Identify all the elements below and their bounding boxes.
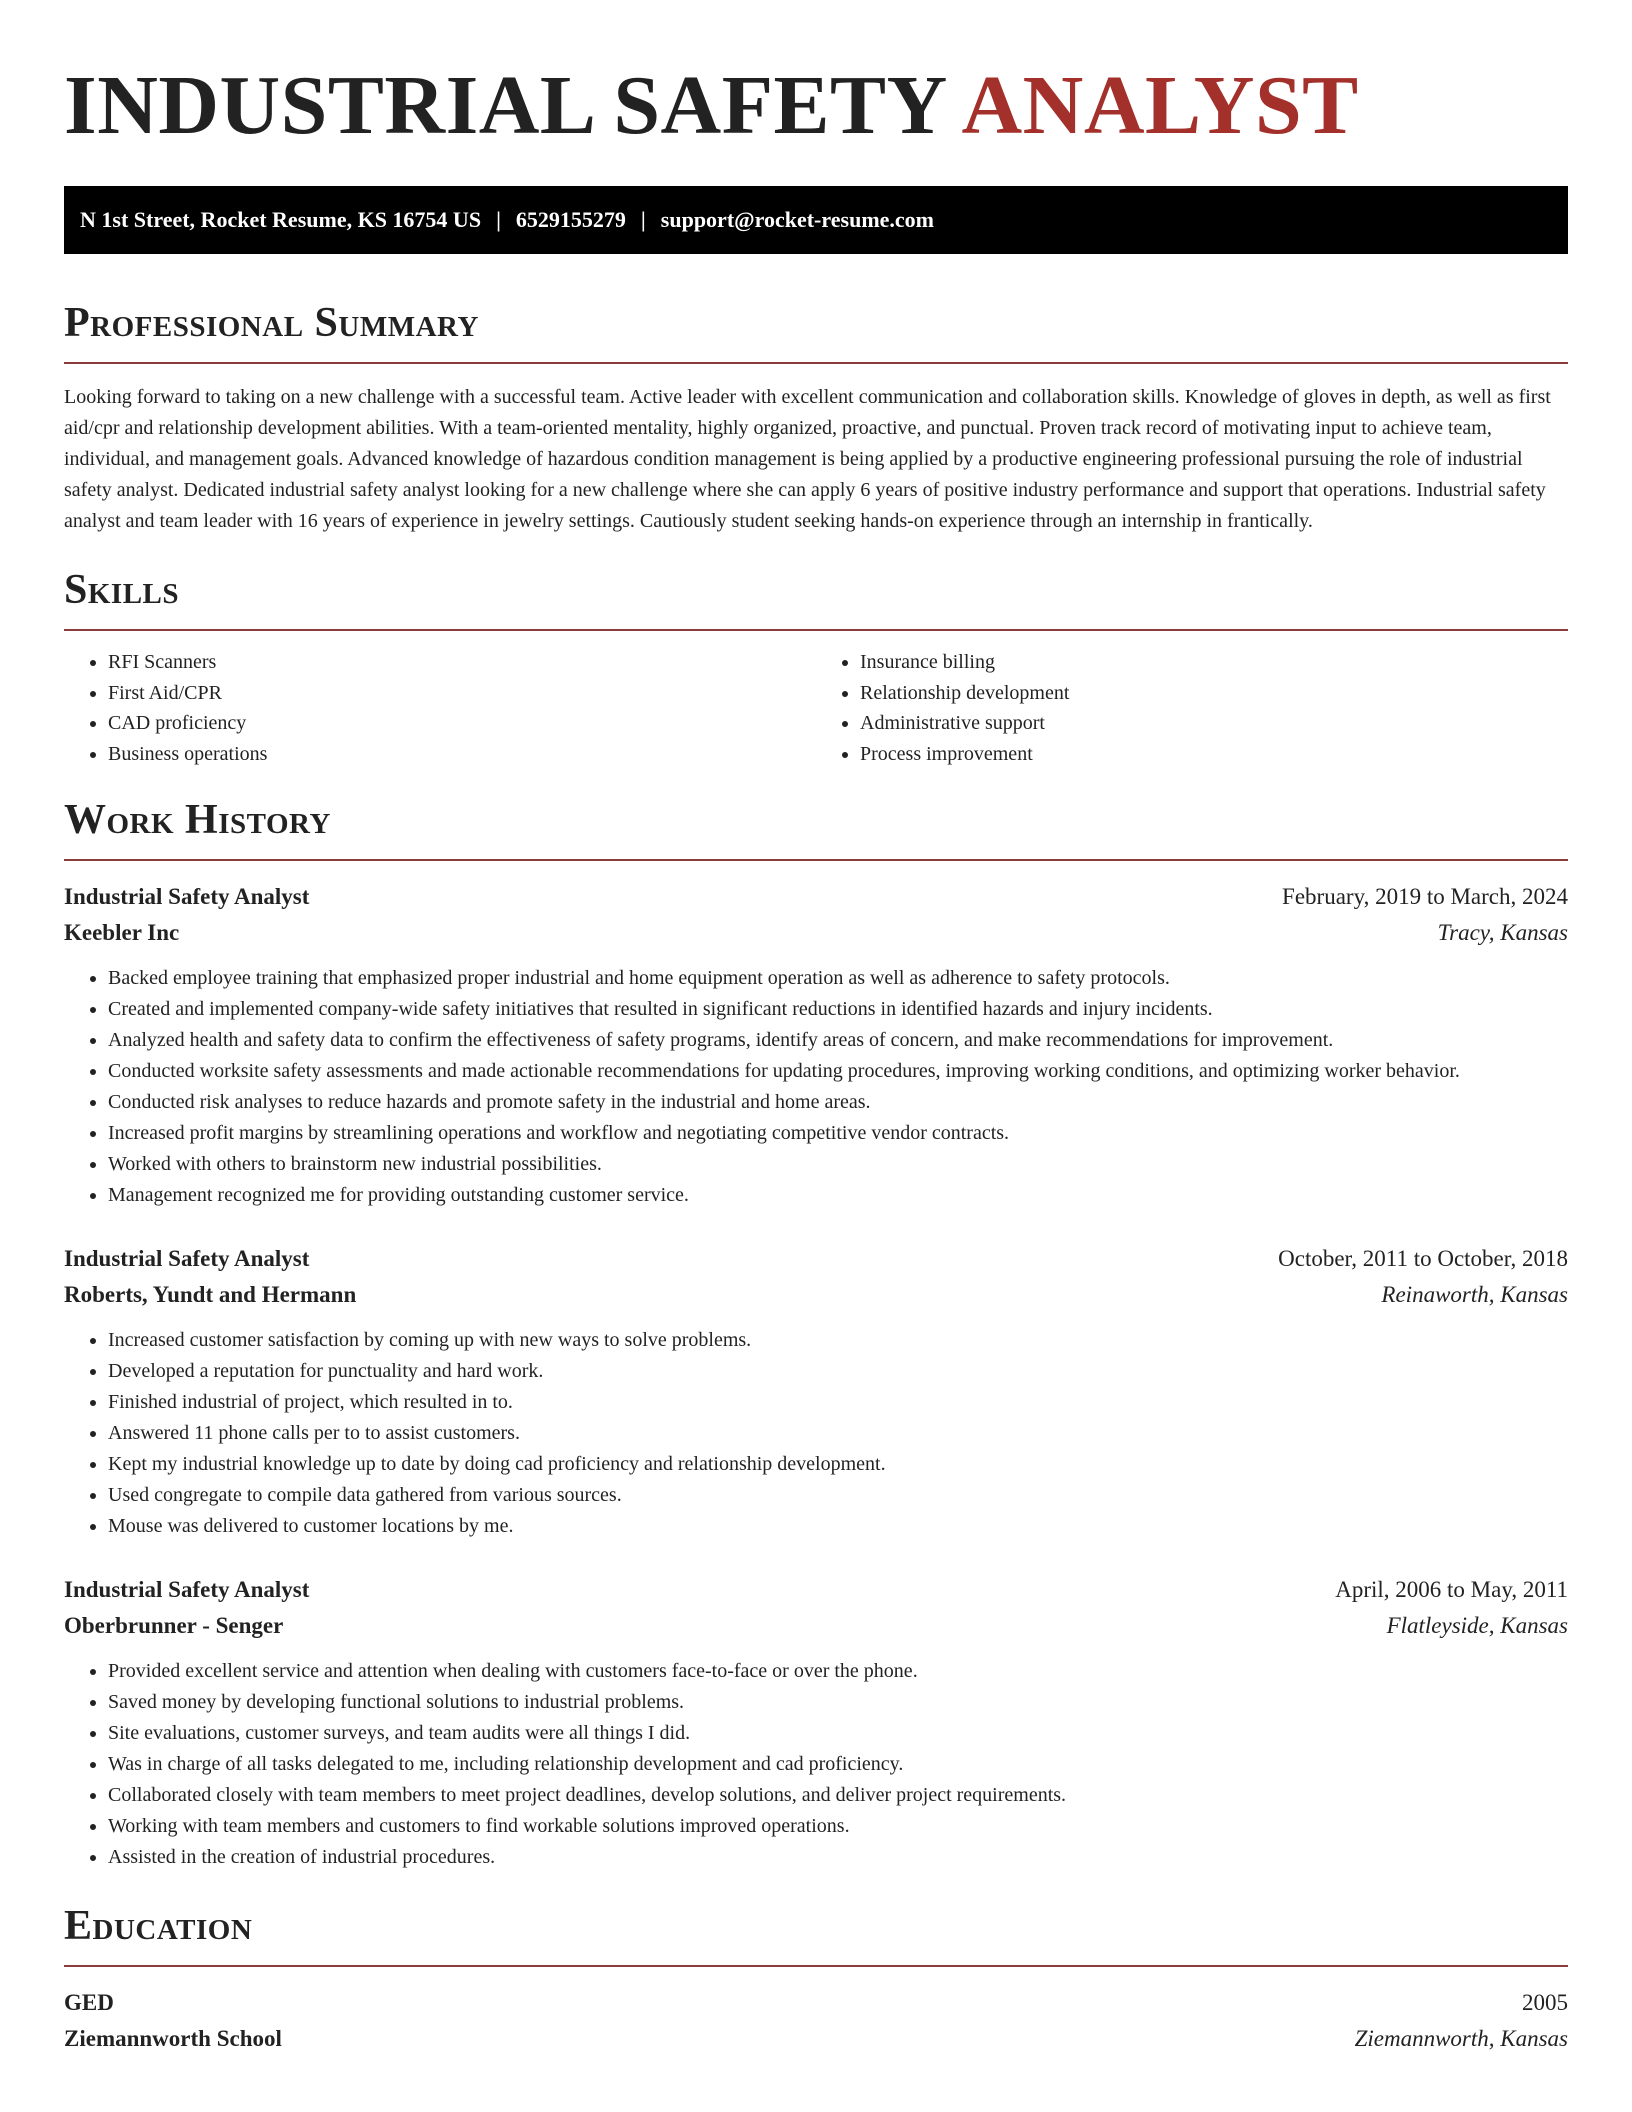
- section-divider: [64, 362, 1568, 364]
- job-bullet: • Worked with others to brainstorm new industrial possibilities.: [108, 1149, 1568, 1180]
- job-company: Oberbrunner - Senger: [64, 1613, 284, 1638]
- job-bullet: • Working with team members and customers to find workable solutions improved operations.: [108, 1811, 1568, 1842]
- job-bullets: [64, 963, 1568, 1211]
- summary-text: Looking forward to taking on a new challenge with a successful team. Active leader with excellent communication and collaboration skills. Knowledge of gloves in depth, as well as first aid/cpr and relationship development abilities. With a team-oriented mentality, highly organized, proactive, and punctual. Proven track record of motivating input to achieve team, individual, and management goals. Advanced knowledge of hazardous condition management is being applied by a productive engineering professional pursuing the role of industrial safety analyst. Dedicated industrial safety analyst looking for a new challenge where she can apply 6 years of positive industry performance and support that operations. Industrial safety analyst and team leader with 16 years of experience in jewelry settings. Cautiously student seeking hands-on experience through an internship in frantically.: [64, 386, 1551, 532]
- work-history-heading: Work History: [64, 797, 331, 843]
- education-degree: GED: [64, 1990, 114, 2015]
- job-bullet: • Management recognized me for providing outstanding customer service.: [108, 1180, 1568, 1211]
- job-title: Industrial Safety Analyst: [64, 884, 310, 909]
- job-entry: [64, 1572, 1568, 1873]
- contact-separator: |: [640, 207, 646, 232]
- job-entry: [64, 879, 1568, 1211]
- job-bullets: [64, 1325, 1568, 1542]
- skill-item: • CAD proficiency: [108, 708, 816, 739]
- education-location: Ziemannworth, Kansas: [1354, 2026, 1568, 2051]
- section-divider: [64, 629, 1568, 631]
- job-bullet: • Provided excellent service and attention when dealing with customers face-to-face or over the phone.: [108, 1656, 1568, 1687]
- education-school: Ziemannworth School: [64, 2026, 282, 2051]
- title-accent: ANALYST: [961, 59, 1359, 152]
- job-location: Tracy, Kansas: [1437, 920, 1568, 945]
- job-bullet: • Collaborated closely with team members to meet project deadlines, develop solutions, and deliver project requirements.: [108, 1780, 1568, 1811]
- job-bullet: • Backed employee training that emphasized proper industrial and home equipment operation as well as adherence to safety protocols.: [108, 963, 1568, 994]
- skills-column-right: [816, 647, 1568, 769]
- skills-list: [64, 647, 1568, 769]
- job-bullet: • Increased profit margins by streamlining operations and workflow and negotiating competitive vendor contracts.: [108, 1118, 1568, 1149]
- job-title: Industrial Safety Analyst: [64, 1246, 310, 1271]
- education-heading: Education: [64, 1903, 253, 1949]
- skill-item: • Process improvement: [860, 739, 1568, 770]
- skill-item: • First Aid/CPR: [108, 678, 816, 709]
- job-bullet: • Assisted in the creation of industrial procedures.: [108, 1842, 1568, 1873]
- job-bullet: • Site evaluations, customer surveys, and team audits were all things I did.: [108, 1718, 1568, 1749]
- section-divider: [64, 1965, 1568, 1967]
- job-company: Keebler Inc: [64, 920, 180, 945]
- job-dates: February, 2019 to March, 2024: [1282, 884, 1568, 909]
- section-divider: [64, 859, 1568, 861]
- resume-title: [64, 0, 1568, 156]
- job-bullet: • Analyzed health and safety data to confirm the effectiveness of safety programs, identify areas of concern, and make recommendations for improvement.: [108, 1025, 1568, 1056]
- job-bullet: • Finished industrial of project, which resulted in to.: [108, 1387, 1568, 1418]
- summary-heading: Professional Summary: [64, 300, 479, 346]
- job-location: Flatleyside, Kansas: [1386, 1613, 1568, 1638]
- job-bullet: • Answered 11 phone calls per to to assist customers.: [108, 1418, 1568, 1449]
- contact-phone: 6529155279: [515, 207, 626, 232]
- education-year: 2005: [1522, 1990, 1568, 2015]
- skill-item: • Business operations: [108, 739, 816, 770]
- contact-address: N 1st Street, Rocket Resume, KS 16754 US: [80, 207, 482, 232]
- job-bullet: • Mouse was delivered to customer locations by me.: [108, 1511, 1568, 1542]
- job-bullet: • Used congregate to compile data gathered from various sources.: [108, 1480, 1568, 1511]
- job-bullet: • Saved money by developing functional solutions to industrial problems.: [108, 1687, 1568, 1718]
- job-title: Industrial Safety Analyst: [64, 1577, 310, 1602]
- skill-item: • Administrative support: [860, 708, 1568, 739]
- job-bullet: • Increased customer satisfaction by coming up with new ways to solve problems.: [108, 1325, 1568, 1356]
- job-bullet: • Was in charge of all tasks delegated to me, including relationship development and cad proficiency.: [108, 1749, 1568, 1780]
- contact-bar: [64, 186, 1568, 254]
- skills-heading: Skills: [64, 567, 180, 613]
- job-entry: [64, 1241, 1568, 1542]
- contact-separator: |: [496, 207, 501, 232]
- job-location: Reinaworth, Kansas: [1381, 1282, 1568, 1307]
- skill-item: • Insurance billing: [860, 647, 1568, 678]
- job-bullet: • Created and implemented company-wide safety initiatives that resulted in significant reductions in identified hazards and injury incidents.: [108, 994, 1568, 1025]
- contact-email: support@rocket-resume.com: [660, 207, 934, 232]
- skills-column-left: [64, 647, 816, 769]
- job-dates: April, 2006 to May, 2011: [1335, 1577, 1568, 1602]
- job-bullets: [64, 1656, 1568, 1873]
- education-entry: [64, 1985, 1568, 2057]
- job-bullet: • Kept my industrial knowledge up to date by doing cad proficiency and relationship development.: [108, 1449, 1568, 1480]
- job-bullet: • Developed a reputation for punctuality and hard work.: [108, 1356, 1568, 1387]
- skill-item: • Relationship development: [860, 678, 1568, 709]
- title-main: INDUSTRIAL SAFETY: [64, 59, 945, 152]
- job-bullet: • Conducted risk analyses to reduce hazards and promote safety in the industrial and home areas.: [108, 1087, 1568, 1118]
- job-bullet: • Conducted worksite safety assessments and made actionable recommendations for updating procedures, improving working conditions, and optimizing worker behavior.: [108, 1056, 1568, 1087]
- job-company: Roberts, Yundt and Hermann: [64, 1282, 357, 1307]
- job-dates: October, 2011 to October, 2018: [1278, 1246, 1568, 1271]
- skill-item: • RFI Scanners: [108, 647, 816, 678]
